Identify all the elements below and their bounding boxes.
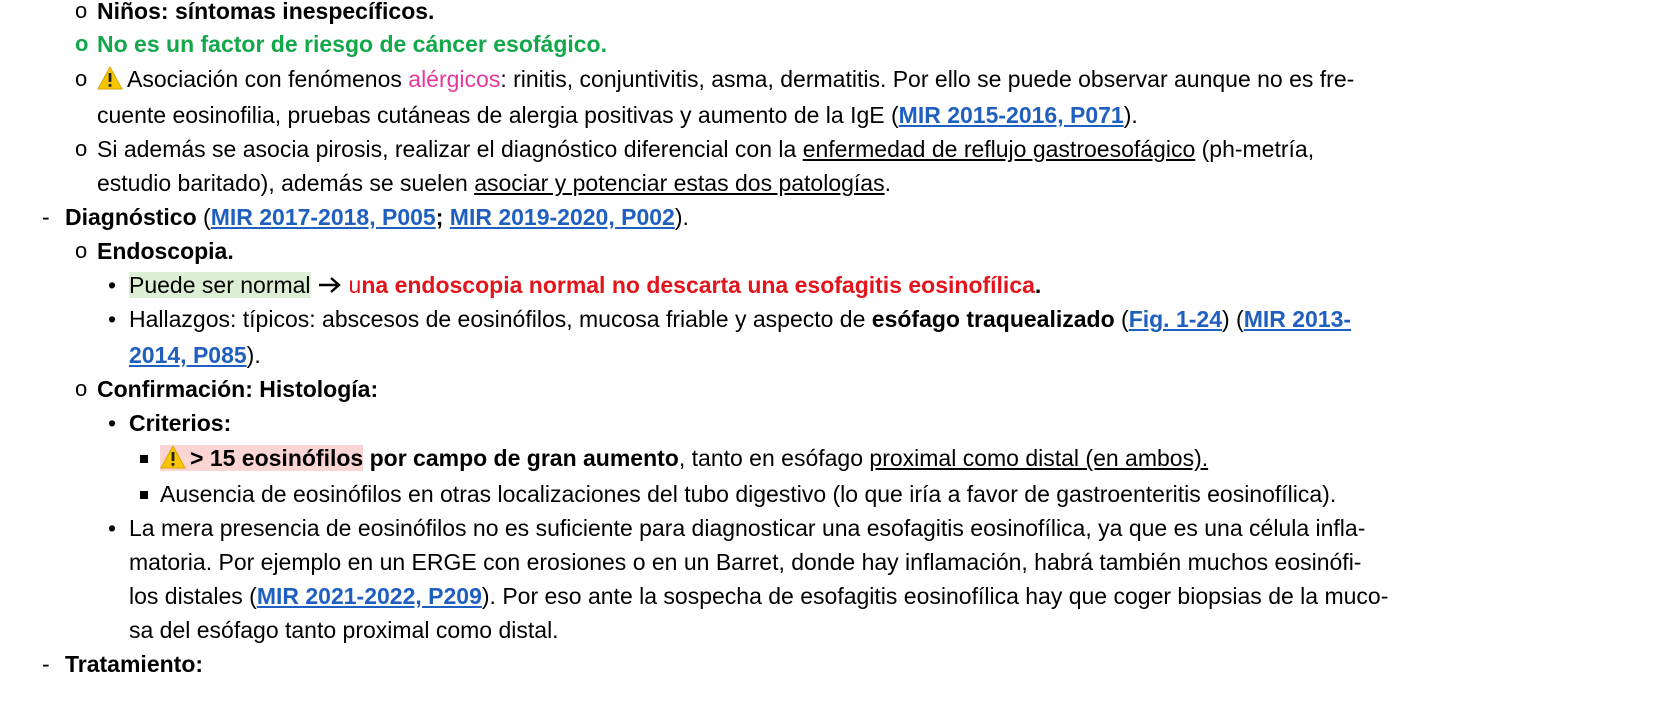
- circle-bullet: o: [75, 238, 88, 263]
- text-puede-ser-normal: Puede ser normal: [129, 272, 311, 298]
- square-bullet: [140, 491, 148, 499]
- heading-criterios: Criterios:: [129, 410, 232, 436]
- link-mir-2021-2022[interactable]: MIR 2021-2022, P209: [256, 583, 482, 609]
- arrow-right-icon: [317, 275, 343, 295]
- paren-close: ).: [674, 204, 689, 230]
- text-distales-pre: los distales (: [129, 583, 257, 609]
- text-ausencia: Ausencia de eosinófilos en otras localizaciones del tubo digestivo (lo que iría a favor de gastroenteritis eosinofílica).: [160, 481, 1337, 507]
- text-riesgo: No es un factor de riesgo de cáncer esofágico.: [97, 31, 607, 57]
- text-red-warning: na endoscopia normal no descarta una esofagitis eosinofílica: [361, 272, 1035, 298]
- text-close: ).: [246, 342, 261, 368]
- heading-tratamiento: Tratamiento:: [65, 651, 204, 677]
- text-alergicos-post: : rinitis, conjuntivitis, asma, dermatitis. Por ello se puede observar aunque no es fre-: [500, 66, 1355, 92]
- text-baritado-pre: estudio baritado), además se suelen: [97, 170, 475, 196]
- text-matoria: matoria. Por ejemplo en un ERGE con erosiones o en un Barret, donde hay inflamación, habrá también muchos eosinófi-: [129, 549, 1362, 575]
- list-item-distales: [129, 579, 1388, 613]
- text-alergicos-pre: Asociación con fenómenos: [127, 66, 409, 92]
- text-mera-presencia: La mera presencia de eosinófilos no es suficiente para diagnosticar una esofagitis eosinofílica, ya que es una célula infla-: [129, 515, 1366, 541]
- paren-open: (: [196, 204, 211, 230]
- link-mir-2019-2020[interactable]: MIR 2019-2020, P002: [449, 204, 675, 230]
- text-pirosis-pre: Si además se asocia pirosis, realizar el diagnóstico diferencial con la: [97, 136, 803, 162]
- dot-bullet: •: [108, 306, 117, 332]
- text-potenciar-underlined: asociar y potenciar estas dos patologías: [474, 170, 885, 196]
- text-tanto-en-esofago: , tanto en esófago: [678, 445, 870, 471]
- text-pirosis-post: (ph-metría,: [1195, 136, 1315, 162]
- text-period: .: [1034, 272, 1042, 298]
- circle-bullet: o: [75, 136, 88, 161]
- text-red-u: u: [348, 272, 362, 298]
- list-item-pirosis-cont: [97, 166, 891, 200]
- text-campo-gran-aumento: por campo de gran aumento: [363, 445, 679, 471]
- heading-confirmacion: Confirmación: Histología:: [97, 376, 379, 402]
- square-bullet: [140, 455, 148, 463]
- heading-endoscopia: Endoscopia.: [97, 238, 234, 264]
- heading-diagnostico: Diagnóstico: [65, 204, 197, 230]
- text-alergicos-highlight: alérgicos: [408, 66, 501, 92]
- text-ige-post: ).: [1123, 102, 1138, 128]
- circle-bullet: o: [75, 376, 88, 401]
- text-distales-post: ). Por eso ante la sospecha de esofagitis eosinofílica hay que coger biopsias de la muco-: [481, 583, 1389, 609]
- paren-open: (: [1114, 306, 1129, 332]
- text-ninos: : síntomas inespecíficos.: [160, 0, 435, 24]
- circle-bullet: o: [75, 66, 88, 91]
- list-item-alergicos-cont: [97, 98, 1138, 132]
- link-mir-2013-2014-cont[interactable]: 2014, P085: [129, 342, 247, 368]
- link-mir-2015-2016[interactable]: MIR 2015-2016, P071: [898, 102, 1124, 128]
- dot-bullet: •: [108, 272, 117, 298]
- paren-mid: ) (: [1222, 306, 1244, 332]
- link-fig-1-24[interactable]: Fig. 1-24: [1128, 306, 1222, 332]
- link-mir-2017-2018[interactable]: MIR 2017-2018, P005: [210, 204, 436, 230]
- link-mir-2013-2014[interactable]: MIR 2013-: [1243, 306, 1352, 332]
- text-esofago-traquealizado: esófago traquealizado: [871, 306, 1115, 332]
- text-proximal-distal: proximal como distal (en ambos).: [869, 445, 1209, 471]
- label-ninos: Niños: [97, 0, 161, 24]
- text-hallazgos: Hallazgos: típicos: abscesos de eosinófilos, mucosa friable y aspecto de: [129, 306, 872, 332]
- list-item-hallazgos-cont: [129, 338, 261, 372]
- text-ige-pre: cuente eosinofilia, pruebas cutáneas de alergia positivas y aumento de la IgE (: [97, 102, 899, 128]
- dash-bullet: -: [42, 204, 50, 230]
- circle-bullet: o: [75, 31, 89, 56]
- circle-bullet: o: [75, 0, 88, 23]
- text-15-eosinofilos: > 15 eosinófilos: [190, 445, 364, 471]
- dash-bullet: -: [42, 651, 50, 677]
- warning-icon: [160, 445, 186, 469]
- text-sa-del-esofago: sa del esófago tanto proximal como distal.: [129, 617, 559, 643]
- separator: ;: [435, 204, 450, 230]
- text-erge-underlined: enfermedad de reflujo gastroesofágico: [802, 136, 1196, 162]
- text-baritado-post: .: [884, 170, 891, 196]
- dot-bullet: •: [108, 515, 117, 541]
- dot-bullet: •: [108, 410, 117, 436]
- warning-icon: [97, 66, 123, 90]
